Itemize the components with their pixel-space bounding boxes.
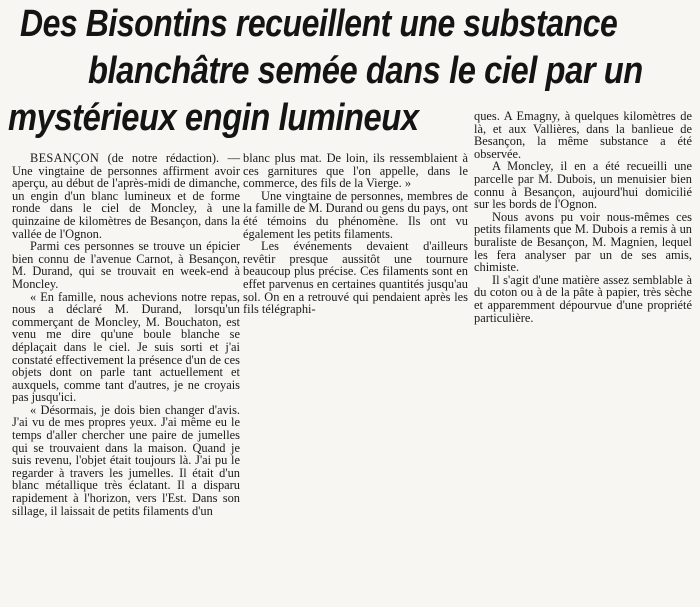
article-paragraph: « Désormais, je dois bien changer d'avis. J'ai vu de mes propres yeux. J'ai même eu le temps d'aller chercher une paire de jumelles qui se trouvaient dans la maison. Quand je suis revenu, l'objet était toujours là. J'ai pu le regarder à travers les jumelles. Il était d'un blanc métallique très éclatant. Il a disparu rapidement à l'horizon, vers l'Est. Dans son sillage, il laissait de petits filaments d'un xyxy=(12,402,240,518)
article-paragraph: Nous avons pu voir nous-mêmes ces petits filaments que M. Dubois a remis à un buraliste de Besançon, M. Magnien, lequel les fera analyser par un de ses amis, chimiste. xyxy=(474,209,692,275)
article-column-3 xyxy=(474,110,692,324)
article-paragraph: A Moncley, il en a été recueilli une parcelle par M. Dubois, un menuisier bien connu à Besançon, aujourd'hui domicilié sur les bords de l'Ognon. xyxy=(474,159,692,212)
article-paragraph: Parmi ces personnes se trouve un épicier bien connu de l'avenue Carnot, à Besançon, M. Durand, qui se trouvait en week-end à Moncley. xyxy=(12,239,240,291)
dateline: BESANÇON xyxy=(30,151,100,165)
article-paragraph: blanc plus mat. De loin, ils ressemblaient à ces garnitures que l'on appelle, dans le commerce, des fils de la Vierge. » xyxy=(243,151,468,191)
article-paragraph: Il s'agit d'une matière assez semblable à du coton ou à de la pâte à papier, très sèche et apparemment dépourvue d'une propriété particulière. xyxy=(474,272,692,325)
article-paragraph: Les événements devaient d'ailleurs revêtir presque aussitôt une tournure beaucoup plus précise. Ces filaments sont en effet parvenus en certaines quantités jusqu'au sol. On en a retrouvé qui pendaient après les fils télégraphi- xyxy=(243,239,468,317)
article-paragraph xyxy=(12,152,240,240)
article-paragraph: ques. A Emagny, à quelques kilomètres de là, et aux Vallières, dans la banlieue de Besançon, la même substance a été observée. xyxy=(474,109,692,161)
article-column-1 xyxy=(12,152,240,517)
article-paragraph: Une vingtaine de personnes, membres de la famille de M. Durand ou gens du pays, ont été témoins du phénomène. Ils ont vu également les petits filaments. xyxy=(243,188,468,241)
article-column-2 xyxy=(243,152,468,316)
paragraph-text: (de notre rédaction). — Une vingtaine de personnes affirment avoir aperçu, au début de l'après-midi de dimanche, un engin d'un blanc lumineux et de forme ronde dans le ciel de Moncley, à une quinzaine de kilomètres de Besançon, dans la vallée de l'Ognon. xyxy=(12,151,240,241)
headline-line-3: mystérieux engin lumineux xyxy=(8,97,419,139)
headline-line-1: Des Bisontins recueillent une substance xyxy=(20,3,618,45)
headline-line-2: blanchâtre semée dans le ciel par un xyxy=(88,50,643,92)
article-paragraph: « En famille, nous achevions notre repas, nous a déclaré M. Durand, lorsqu'un commerçant de Moncley, M. Bouchaton, est venu me dire qu'une boule blanche se déplaçait dans le ciel. Je suis sorti et j'ai constaté effectivement la présence d'un de ces objets dont on parle tant actuellement et auxquels, comme tant d'autres, je ne croyais pas jusqu'ici. xyxy=(12,289,240,405)
